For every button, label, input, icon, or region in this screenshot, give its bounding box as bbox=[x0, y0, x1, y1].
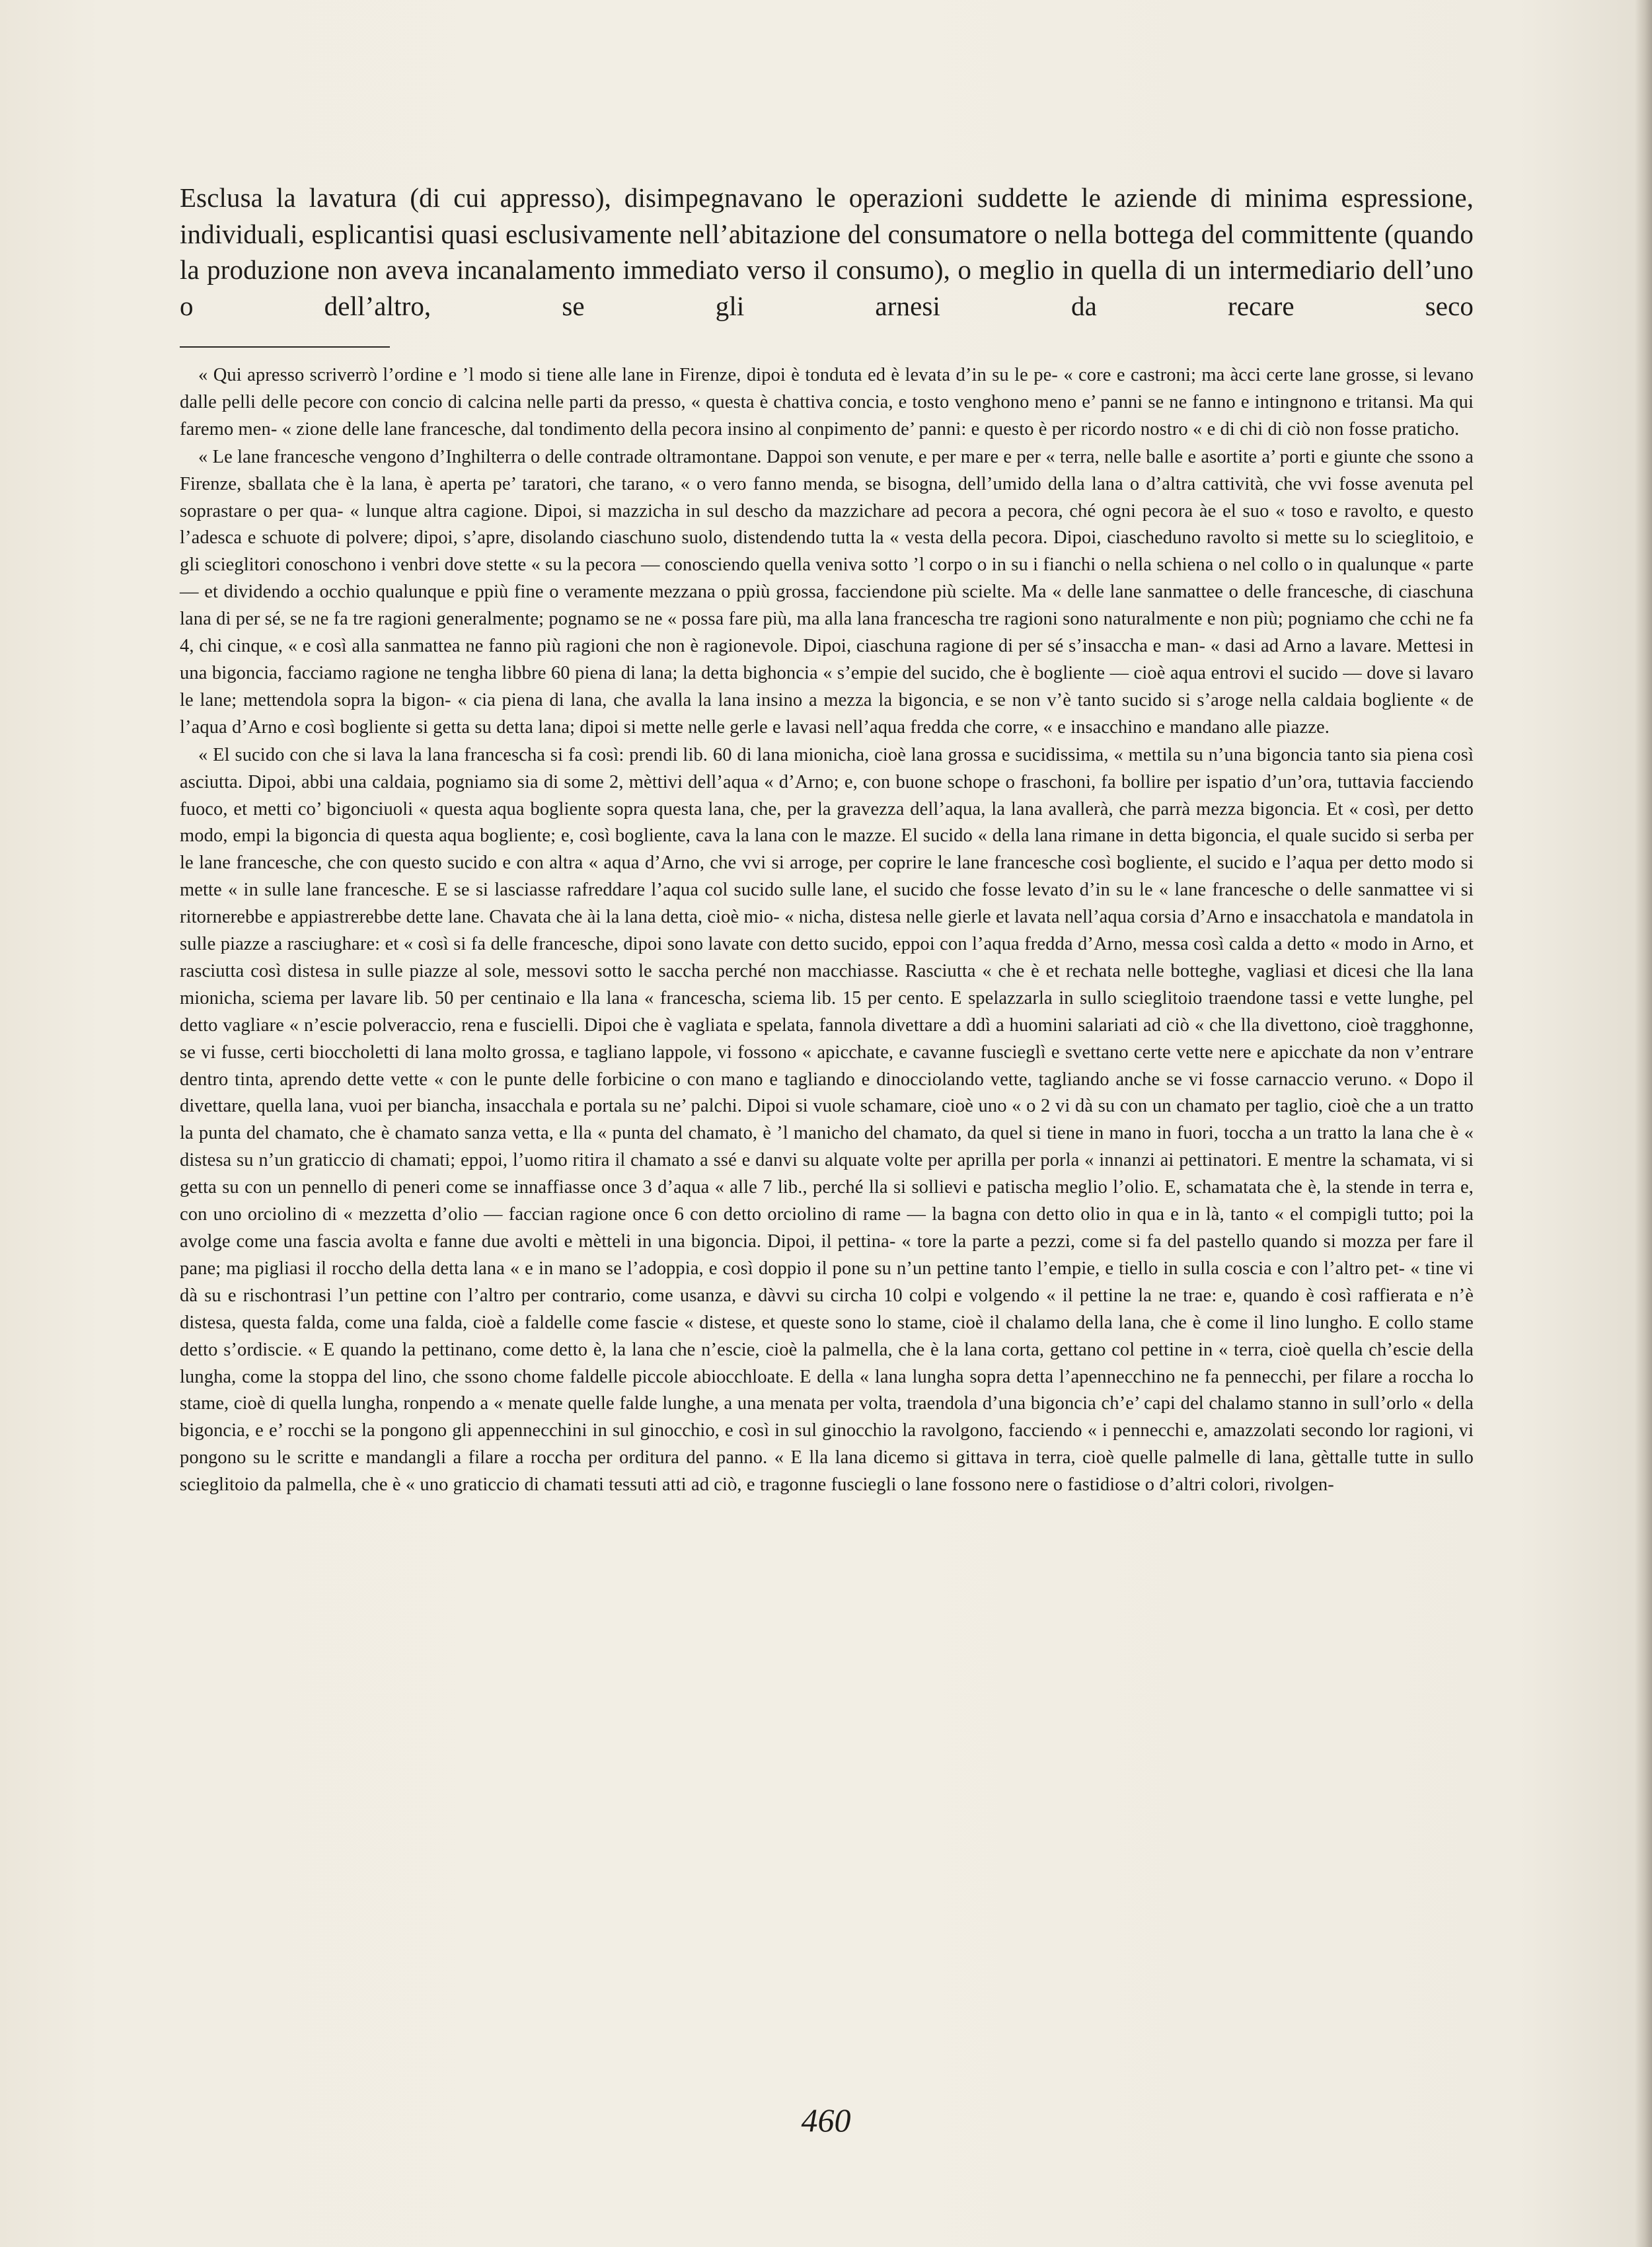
main-paragraph: Esclusa la lavatura (di cui appresso), disimpegnavano le operazioni suddette le aziende di minima espressione, individuali, esplicantisi quasi esclusivamente nell’abitazione del consumatore o nella bottega del committente (quando la produzione non aveva incanalamento immediato verso il consumo), o meglio in quella di un intermediario dell’uno o dell’altro, se gli arnesi da recare seco bbox=[180, 182, 1474, 321]
page-number: 460 bbox=[801, 2102, 851, 2139]
footnote-separator bbox=[180, 346, 390, 348]
quoted-document bbox=[180, 362, 1474, 1499]
page-body bbox=[180, 180, 1474, 1499]
quote-paragraph-3: « El sucido con che si lava la lana francescha si fa così: prendi lib. 60 di lana mionicha, cioè lana grossa e sucidissima, « mettila su n’una bigoncia tanto sia piena così asciutta. Dipoi, abbi una caldaia, pogniamo sia di some 2, mèttivi dell’aqua « d’Arno; e, con buone schope o fraschoni, fa bollire per ispatio d’un’ora, tuttavia facciendo fuoco, et metti co’ bigonciuoli « questa aqua bogliente sopra questa lana, che, per la gravezza dell’aqua, la lana avallerà, che parrà mezza bigoncia. Et « così, per detto modo, empi la bigoncia di questa aqua bogliente; e, così bogliente, cava la lana con le mazze. El sucido « della lana rimane in detta bigoncia, el quale sucido si serba per le lane francesche, che con questo sucido e con altra « aqua d’Arno, che vvi si arroge, per coprire le lane francesche così bogliente, el sucido e l’aqua per detto modo si mette « in sulle lane francesche. E se si lasciasse rafreddare l’aqua col sucido sulle lane, el sucido che fosse levato d’in su le « lane francesche o delle sanmattee vi si ritornerebbe e appiastrerebbe dette lane. Chavata che ài la lana detta, cioè mio- « nicha, distesa nelle gierle et lavata nell’aqua corsia d’Arno e insacchatola e mandatola in sulle piazze a rasciughare: et « così si fa delle francesche, dipoi sono lavate con detto sucido, eppoi con l’aqua fredda d’Arno, messa così calda a detto « modo in Arno, et rasciutta così distesa in sulle piazze al sole, messovi sotto le saccha perché non macchiasse. Rasciutta « che è et rechata nelle botteghe, vagliasi et dicesi che lla lana mionicha, sciema per lavare lib. 50 per centinaio e lla lana « francescha, sciema lib. 15 per cento. E spelazzarla in sullo scieglitoio traendone tassi e vette lunghe, pel detto vagliare « n’escie polveraccio, rena e fuscielli. Dipoi che è vagliata e spelata, fannola divettare a ddì a huomini salariati ad ciò « che lla divettono, cioè tragghonne, se vi fusse, certi bioccholetti di lana molto grossa, e tagliano lappole, vi fossono « apicchate, e cavanne fuscieglì e svettano certe vette nere e apicchate da non v’entrare dentro tinta, aprendo dette vette « con le punte delle forbicine o con mano e tagliando e dinocciolando vette, tagliando anche se vi fosse carnaccio veruno. « Dopo il divettare, quella lana, vuoi per biancha, insacchala e portala su ne’ palchi. Dipoi si vuole schamare, cioè uno « o 2 vi dà su con un chamato per taglio, cioè che a un tratto la punta del chamato, che è chamato sanza vetta, e lla « punta del chamato, è ’l manicho del chamato, da quel si tiene in mano in fuori, toccha a un tratto la lana che è « distesa su n’un graticcio di chamati; eppoi, l’uomo ritira il chamato a ssé e danvi su alquate volte per aprilla per porla « innanzi ai pettinatori. E mentre la schamata, vi si getta su con un pennello di peneri come se innaffiasse once 3 d’aqua « alle 7 lib., perché lla si sollievi e patischa meglio l’olio. E, schamatata che è, la stende in terra e, con uno orciolino di « mezzetta d’olio — faccian ragione once 6 con detto orciolino di rame — la bagna con detto olio in qua e in là, tanto « el compigli tutto; poi la avolge come una fascia avolta e fanne due avolti e mètteli in una bigoncia. Dipoi, il pettina- « tore la parte a pezzi, come si fa del pastello quando si mozza per fare il pane; ma pigliasi il roccho della detta lana « e in mano se l’adoppia, e così doppio il pone su n’un pettine tanto l’empie, e tiello in sulla coscia e con l’altro pet- « tine vi dà su e rischontrasi l’un pettine con l’altro per contrario, come usanza, e dàvvi su circha 10 colpi e volgendo « il pettine la ne trae: e, quando è così raffierata e n’è distesa, questa falda, come una falda, cioè a faldelle come fascie « distese, et queste sono lo stame, cioè il chalamo della lana, che è come il lino lungho. E collo stame detto s’ordiscie. « E quando la pettinano, come detto è, la lana che n’escie, cioè la palmella, che è la lana corta, gettano col pettine in « terra, cioè quella ch’escie della lungha, come la stoppa del lino, che ssono chome faldelle piccole abiocchloate. E della « lana lungha sopra detta l’apennecchino ne fa pennecchi, per filare a roccha lo stame, cioè di quella lungha, ronpendo a « menate quelle falde lunghe, a una menata per volta, traendola d’una bigoncia ch’e’ capi del chalamo stanno in sull’orlo « della bigoncia, e e’ rocchi se la pongono gli appennecchini in sul ginocchio, e così in sul ginocchio la ravolgono, facciendo « i pennecchi e, amazzolati secondo lor ragioni, vi pongono su le scritte e mandangli a filare a roccha per orditura del panno. « E lla lana dicemo si gittava in terra, cioè quelle palmelle di lana, gèttalle tutte in sullo scieglitoio da palmella, che è « uno graticcio di chamati tessuti atti ad ciò, e tragonne fusciegli o lane fossono nere o fastidiose o d’altri colori, rivolgen- bbox=[180, 744, 1474, 1496]
quote-paragraph-1: « Qui apresso scriverrò l’ordine e ’l modo si tiene alle lane in Firenze, dipoi è tonduta ed è levata d’in su le pe- « core e castroni; ma àcci certe lane grosse, si levano dalle pelli delle pecore con concio di calcina nelle parti da presso, « questa è chattiva concia, e tosto venghono meno e’ panni se ne fanno e intingnono e tritansi. Ma qui faremo men- « zione delle lane francesche, dal tondimento della pecora insino al conpimento de’ panni: e questo è per ricordo nostro « e di chi di ciò non fosse praticho. bbox=[180, 365, 1474, 439]
page-edge-shadow bbox=[1635, 0, 1652, 2247]
quote-paragraph-2: « Le lane francesche vengono d’Inghilterra o delle contrade oltramontane. Dappoi son venute, e per mare e per « terra, nelle balle e asortite a’ porti e giunte che ssono a Firenze, sballata che è la lana, è aperta pe’ taratori, che tarano, « o vero fanno menda, se bisogna, dell’umido della lana o d’altra cattività, che vvi fosse avenuta pel soprastare o per qua- « lunque altra cagione. Dipoi, si mazzicha in sul descho da mazzichare ad pecora a pecora, ché ogni pecora àe el suo « toso e ravolto, e questo l’adesca e schuote di polvere; dipoi, s’apre, disolando ciaschuno suolo, distendendo tutta la « vesta della pecora. Dipoi, ciascheduno ravolto si mette su lo scieglitoio, e gli scieglitori conoschono i venbri dove stette « su la pecora — conosciendo quella veniva sotto ’l corpo o in su i fianchi o nella schiena o nel collo o in qualunque « parte — et dividendo a occhio qualunque e ppiù fine o veramente mezzana o ppiù grossa, facciendone più scielte. Ma « delle lane sanmattee o delle francesche, di ciaschuna lana di per sé, se ne fa tre ragioni generalmente; pognamo se ne « possa fare più, ma alla lana francescha tre ragioni sono naturalmente e non più; pogniamo che cchi ne fa 4, chi cinque, « e così alla sanmattea ne fanno più ragioni che non è ragionevole. Dipoi, ciaschuna ragione di per sé s’insaccha e man- « dasi ad Arno a lavare. Mettesi in una bigoncia, facciamo ragione ne tengha libbre 60 piena di lana; la detta bighoncia « s’empie del sucido, che è bogliente — cioè aqua entrovi el sucido — dove si lavaro le lane; mettendola sopra la bigon- « cia piena di lana, che avalla la lana insino a mezza la bigoncia, e se non v’è tanto sucido si s’aroge nella caldaia bogliente « de l’aqua d’Arno e così bogliente si getta su detta lana; dipoi si mette nelle gerle e lavasi nell’aqua fredda che corre, « e insacchino e mandano alle piazze. bbox=[180, 446, 1474, 738]
